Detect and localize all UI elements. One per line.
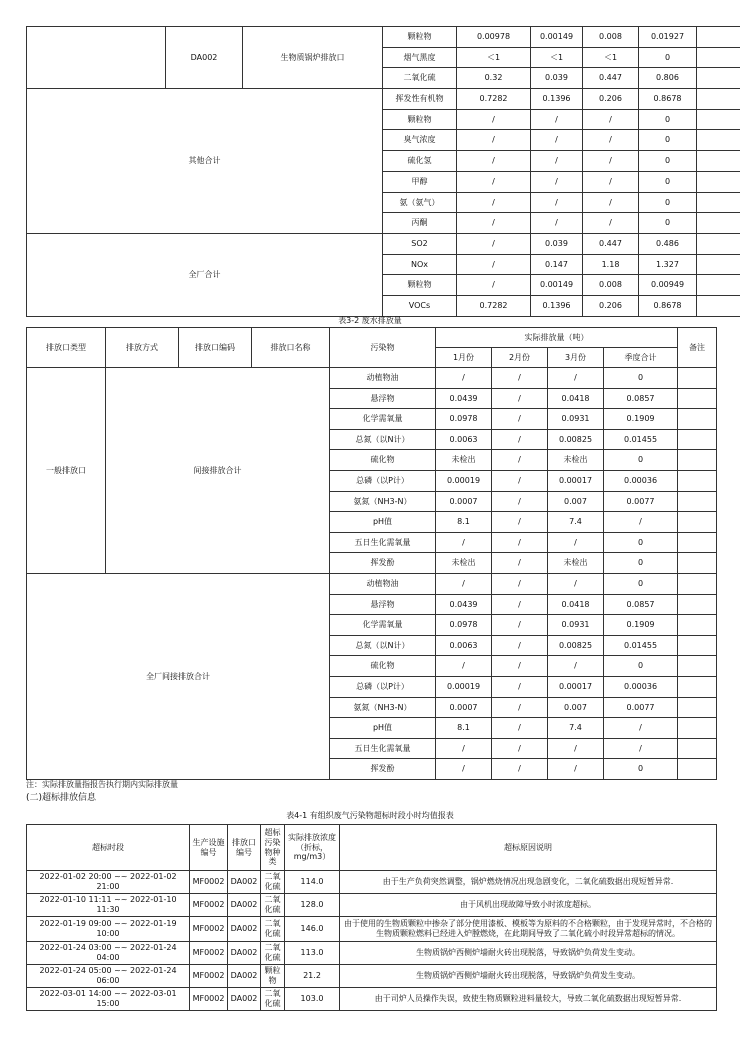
pollutant-cell: 硫化物	[330, 656, 436, 677]
quarter-total-cell: 0	[604, 759, 678, 780]
month1-cell: /	[457, 254, 531, 275]
quarter-total-cell: 0.8678	[639, 295, 697, 316]
month1-cell: 0.0063	[436, 429, 492, 450]
month1-cell: 0.0978	[436, 615, 492, 636]
plant-indirect-total-label: 全厂间接排放合计	[27, 573, 330, 779]
pollutant-cell: 挥发酚	[330, 553, 436, 574]
month3-cell: 1.18	[583, 254, 639, 275]
header-period: 超标时段	[27, 825, 190, 871]
month2-cell: 0.147	[531, 254, 583, 275]
pollutant-cell: 动植物油	[330, 368, 436, 389]
month2-cell: /	[492, 594, 548, 615]
quarter-total-cell: 0	[604, 450, 678, 471]
empty-cell	[678, 656, 717, 677]
month2-cell: /	[531, 192, 583, 213]
month3-cell: /	[548, 573, 604, 594]
concentration-cell: 103.0	[285, 988, 340, 1011]
quarter-total-cell: 0.01927	[639, 27, 697, 48]
quarter-total-cell: 0.0857	[604, 594, 678, 615]
pollutant-cell: 丙酮	[383, 213, 457, 234]
empty-cell	[697, 213, 740, 234]
pollutant-cell: 悬浮物	[330, 594, 436, 615]
pollutant-cell: 挥发性有机物	[383, 89, 457, 110]
pollutant-cell: 总磷（以P计）	[330, 470, 436, 491]
table-row	[27, 89, 740, 110]
month2-cell: 0.039	[531, 68, 583, 89]
pollutant-type-cell: 二氧化硫	[261, 988, 285, 1011]
air-emission-table	[26, 26, 740, 317]
plant-total-label: 全厂合计	[27, 233, 383, 316]
month1-cell: 0.7282	[457, 89, 531, 110]
empty-cell	[27, 27, 166, 89]
month1-cell: /	[436, 368, 492, 389]
month2-cell: /	[492, 738, 548, 759]
concentration-cell: 114.0	[285, 871, 340, 894]
outlet-cell: DA002	[228, 942, 261, 965]
table-row	[27, 871, 717, 894]
empty-cell	[678, 470, 717, 491]
month3-cell: 7.4	[548, 718, 604, 739]
month3-cell: 0.206	[583, 295, 639, 316]
pollutant-cell: 颗粒物	[383, 275, 457, 296]
month2-cell: /	[492, 512, 548, 533]
header-remark: 备注	[678, 328, 717, 368]
reason-cell: 由于使用的生物质颗粒中掺杂了部分使用漆板、模板等为原料的不合格颗粒，由于发现异常时，不合格的生物质颗粒燃料已经进入炉膛燃烧，在此期间导致了二氧化硫小时段异常超标的情况。	[340, 917, 717, 942]
concentration-cell: 128.0	[285, 894, 340, 917]
concentration-cell: 113.0	[285, 942, 340, 965]
empty-cell	[678, 409, 717, 430]
month1-cell: 0.0978	[436, 409, 492, 430]
outlet-name: 生物质锅炉排放口	[243, 27, 383, 89]
pollutant-cell: 二氧化硫	[383, 68, 457, 89]
quarter-total-cell: 0	[639, 47, 697, 68]
quarter-total-cell: 0	[639, 171, 697, 192]
reason-cell: 由于司炉人员操作失误，致使生物质颗粒进料量较大，导致二氧化硫数据出现短暂异常.	[340, 988, 717, 1011]
month3-cell: /	[548, 738, 604, 759]
month3-cell: ＜1	[583, 47, 639, 68]
month3-cell: 未检出	[548, 450, 604, 471]
month2-cell: /	[492, 553, 548, 574]
month2-cell: /	[531, 171, 583, 192]
outlet-cell: DA002	[228, 965, 261, 988]
month3-cell: 0.0418	[548, 388, 604, 409]
month1-cell: /	[457, 213, 531, 234]
empty-cell	[678, 553, 717, 574]
quarter-total-cell: /	[604, 512, 678, 533]
month3-cell: /	[548, 656, 604, 677]
month3-cell: 0.00825	[548, 429, 604, 450]
table-3-2-note: 注：实际排放量指报告执行期内实际排放量	[26, 780, 178, 789]
month3-cell: /	[583, 213, 639, 234]
other-total-label: 其他合计	[27, 89, 383, 234]
pollutant-type-cell: 二氧化硫	[261, 894, 285, 917]
quarter-total-cell: 0	[604, 573, 678, 594]
quarter-total-cell: 0.00036	[604, 470, 678, 491]
reason-cell: 生物质锅炉西侧炉墙耐火砖出现脱落，导致锅炉负荷发生变动。	[340, 942, 717, 965]
month2-cell: /	[492, 450, 548, 471]
month2-cell: /	[492, 532, 548, 553]
month3-cell: 0.206	[583, 89, 639, 110]
quarter-total-cell: 0	[604, 553, 678, 574]
table-row	[27, 27, 740, 48]
month2-cell: /	[531, 213, 583, 234]
empty-cell	[697, 233, 740, 254]
facility-cell: MF0002	[190, 988, 228, 1011]
empty-cell	[697, 109, 740, 130]
month3-cell: 0.008	[583, 27, 639, 48]
empty-cell	[678, 615, 717, 636]
month1-cell: 0.32	[457, 68, 531, 89]
pollutant-type-cell: 颗粒物	[261, 965, 285, 988]
month1-cell: /	[436, 738, 492, 759]
empty-cell	[697, 151, 740, 172]
pollutant-cell: 总氮（以N计）	[330, 635, 436, 656]
outlet-cell: DA002	[228, 917, 261, 942]
pollutant-cell: 甲醇	[383, 171, 457, 192]
month1-cell: 未检出	[436, 450, 492, 471]
pollutant-cell: 总磷（以P计）	[330, 676, 436, 697]
empty-cell	[697, 68, 740, 89]
table-3-2-caption: 表3-2 废水排放量	[338, 316, 402, 325]
month1-cell: 8.1	[436, 718, 492, 739]
period-cell: 2022-01-02 20:00 ~~ 2022-01-02 21:00	[27, 871, 190, 894]
pollutant-cell: 总氮（以N计）	[330, 429, 436, 450]
month3-cell: 0.007	[548, 697, 604, 718]
month2-cell: /	[492, 368, 548, 389]
month1-cell: /	[436, 759, 492, 780]
pollutant-cell: 挥发酚	[330, 759, 436, 780]
month1-cell: 0.0007	[436, 491, 492, 512]
header-method: 排放方式	[106, 328, 179, 368]
month1-cell: /	[457, 171, 531, 192]
pollutant-cell: 臭气浓度	[383, 130, 457, 151]
pollutant-cell: 颗粒物	[383, 27, 457, 48]
reason-cell: 由于风机出现故障导致小时浓度超标。	[340, 894, 717, 917]
month3-cell: 0.00825	[548, 635, 604, 656]
month3-cell: 0.00017	[548, 470, 604, 491]
month2-cell: /	[492, 656, 548, 677]
month1-cell: 0.0063	[436, 635, 492, 656]
month1-cell: /	[436, 656, 492, 677]
month2-cell: ＜1	[531, 47, 583, 68]
month2-cell: 0.039	[531, 233, 583, 254]
month2-cell: /	[492, 615, 548, 636]
header-month-3: 3月份	[548, 348, 604, 368]
pollutant-cell: VOCs	[383, 295, 457, 316]
empty-cell	[697, 295, 740, 316]
quarter-total-cell: 0	[604, 532, 678, 553]
pollutant-cell: NOx	[383, 254, 457, 275]
month3-cell: 7.4	[548, 512, 604, 533]
pollutant-cell: 硫化物	[330, 450, 436, 471]
quarter-total-cell: 0.0077	[604, 697, 678, 718]
header-month-1: 1月份	[436, 348, 492, 368]
facility-cell: MF0002	[190, 894, 228, 917]
header-quarter-total: 季度合计	[604, 348, 678, 368]
table-row	[27, 233, 740, 254]
month1-cell: 0.00019	[436, 470, 492, 491]
pollutant-type-cell: 二氧化硫	[261, 871, 285, 894]
month2-cell: 0.1396	[531, 89, 583, 110]
pollutant-cell: 五日生化需氧量	[330, 738, 436, 759]
table-row	[27, 942, 717, 965]
outlet-cell: DA002	[228, 988, 261, 1011]
period-cell: 2022-01-24 03:00 ~~ 2022-01-24 04:00	[27, 942, 190, 965]
pollutant-cell: 化学需氧量	[330, 615, 436, 636]
month1-cell: 未检出	[436, 553, 492, 574]
empty-cell	[697, 130, 740, 151]
month2-cell: /	[492, 409, 548, 430]
concentration-cell: 146.0	[285, 917, 340, 942]
header-outlet: 排放口编号	[228, 825, 261, 871]
empty-cell	[697, 47, 740, 68]
table-row	[27, 894, 717, 917]
month3-cell: 0.00017	[548, 676, 604, 697]
quarter-total-cell: 0.806	[639, 68, 697, 89]
pollutant-cell: 悬浮物	[330, 388, 436, 409]
empty-cell	[678, 512, 717, 533]
header-reason: 超标原因说明	[340, 825, 717, 871]
quarter-total-cell: 0	[639, 109, 697, 130]
month3-cell: 0.447	[583, 233, 639, 254]
table-row	[27, 965, 717, 988]
month2-cell: 0.1396	[531, 295, 583, 316]
empty-cell	[678, 573, 717, 594]
period-cell: 2022-01-24 05:00 ~~ 2022-01-24 06:00	[27, 965, 190, 988]
month3-cell: 0.447	[583, 68, 639, 89]
header-concentration: 实际排放浓度（折标，mg/m3）	[285, 825, 340, 871]
pollutant-cell: 动植物油	[330, 573, 436, 594]
month2-cell: 0.00149	[531, 275, 583, 296]
quarter-total-cell: 0.01455	[604, 635, 678, 656]
quarter-total-cell: 0.0077	[604, 491, 678, 512]
quarter-total-cell: 0.486	[639, 233, 697, 254]
month1-cell: 0.0007	[436, 697, 492, 718]
month1-cell: 0.00978	[457, 27, 531, 48]
section-title: (二)超标排放信息	[26, 793, 97, 803]
quarter-total-cell: 1.327	[639, 254, 697, 275]
empty-cell	[697, 27, 740, 48]
header-month-2: 2月份	[492, 348, 548, 368]
empty-cell	[678, 450, 717, 471]
header-name: 排放口名称	[252, 328, 330, 368]
month3-cell: 0.0931	[548, 409, 604, 430]
pollutant-cell: pH值	[330, 718, 436, 739]
empty-cell	[678, 738, 717, 759]
quarter-total-cell: 0.00949	[639, 275, 697, 296]
month1-cell: /	[457, 192, 531, 213]
month1-cell: ＜1	[457, 47, 531, 68]
pollutant-cell: 五日生化需氧量	[330, 532, 436, 553]
quarter-total-cell: 0	[639, 213, 697, 234]
facility-cell: MF0002	[190, 942, 228, 965]
month3-cell: /	[583, 192, 639, 213]
month2-cell: /	[492, 388, 548, 409]
month3-cell: /	[583, 151, 639, 172]
month3-cell: 0.008	[583, 275, 639, 296]
pollutant-cell: pH值	[330, 512, 436, 533]
header-facility: 生产设施编号	[190, 825, 228, 871]
month3-cell: /	[583, 171, 639, 192]
month1-cell: /	[457, 233, 531, 254]
month2-cell: /	[531, 151, 583, 172]
pollutant-cell: 颗粒物	[383, 109, 457, 130]
month2-cell: /	[531, 130, 583, 151]
table-row	[27, 573, 717, 594]
month1-cell: /	[457, 130, 531, 151]
facility-cell: MF0002	[190, 965, 228, 988]
empty-cell	[678, 429, 717, 450]
header-code: 排放口编码	[179, 328, 252, 368]
empty-cell	[697, 275, 740, 296]
indirect-total-label: 间接排放合计	[106, 368, 330, 574]
wastewater-emission-table	[26, 327, 717, 780]
month1-cell: 0.0439	[436, 594, 492, 615]
facility-cell: MF0002	[190, 917, 228, 942]
table-4-1-caption: 表4-1 有组织废气污染物超标时段小时均值报表	[286, 811, 454, 820]
quarter-total-cell: 0.1909	[604, 615, 678, 636]
month2-cell: /	[492, 429, 548, 450]
month3-cell: /	[548, 532, 604, 553]
pollutant-cell: 硫化氢	[383, 151, 457, 172]
quarter-total-cell: 0.01455	[604, 429, 678, 450]
month1-cell: /	[436, 573, 492, 594]
pollutant-type-cell: 二氧化硫	[261, 917, 285, 942]
reason-cell: 生物质锅炉西侧炉墙耐火砖出现脱落，导致锅炉负荷发生变动。	[340, 965, 717, 988]
outlet-code: DA002	[166, 27, 243, 89]
month1-cell: /	[457, 275, 531, 296]
month1-cell: /	[457, 151, 531, 172]
month2-cell: /	[492, 676, 548, 697]
month2-cell: /	[492, 697, 548, 718]
month2-cell: /	[492, 470, 548, 491]
table-row	[27, 368, 717, 389]
period-cell: 2022-01-19 09:00 ~~ 2022-01-19 10:00	[27, 917, 190, 942]
quarter-total-cell: 0.1909	[604, 409, 678, 430]
quarter-total-cell: 0.8678	[639, 89, 697, 110]
empty-cell	[678, 718, 717, 739]
outlet-cell: DA002	[228, 871, 261, 894]
month1-cell: /	[457, 109, 531, 130]
empty-cell	[697, 254, 740, 275]
month3-cell: 未检出	[548, 553, 604, 574]
empty-cell	[678, 759, 717, 780]
table-row	[27, 988, 717, 1011]
pollutant-cell: SO2	[383, 233, 457, 254]
period-cell: 2022-01-10 11:11 ~~ 2022-01-10 11:30	[27, 894, 190, 917]
month3-cell: /	[583, 109, 639, 130]
header-outlet-type: 排放口类型	[27, 328, 106, 368]
pollutant-cell: 氨（氨气）	[383, 192, 457, 213]
header-actual-emission: 实际排放量（吨）	[436, 328, 678, 348]
empty-cell	[678, 594, 717, 615]
empty-cell	[678, 676, 717, 697]
month1-cell: 0.7282	[457, 295, 531, 316]
empty-cell	[697, 89, 740, 110]
quarter-total-cell: 0.0857	[604, 388, 678, 409]
month2-cell: /	[492, 759, 548, 780]
month2-cell: /	[492, 718, 548, 739]
empty-cell	[697, 171, 740, 192]
empty-cell	[678, 532, 717, 553]
empty-cell	[697, 192, 740, 213]
month2-cell: /	[492, 573, 548, 594]
empty-cell	[678, 491, 717, 512]
pollutant-cell: 氨氮（NH3-N）	[330, 697, 436, 718]
table-row	[27, 917, 717, 942]
month2-cell: /	[531, 109, 583, 130]
month2-cell: /	[492, 635, 548, 656]
header-pollutant: 污染物	[330, 328, 436, 368]
header-pollutant-type: 超标污染物种类	[261, 825, 285, 871]
pollutant-cell: 氨氮（NH3-N）	[330, 491, 436, 512]
month3-cell: /	[548, 759, 604, 780]
pollutant-cell: 化学需氧量	[330, 409, 436, 430]
quarter-total-cell: /	[604, 718, 678, 739]
empty-cell	[678, 697, 717, 718]
month3-cell: 0.007	[548, 491, 604, 512]
month3-cell: /	[548, 368, 604, 389]
period-cell: 2022-03-01 14:00 ~~ 2022-03-01 15:00	[27, 988, 190, 1011]
outlet-type-general: 一般排放口	[27, 368, 106, 574]
month1-cell: 0.00019	[436, 676, 492, 697]
month2-cell: 0.00149	[531, 27, 583, 48]
month3-cell: /	[583, 130, 639, 151]
month1-cell: /	[436, 532, 492, 553]
facility-cell: MF0002	[190, 871, 228, 894]
month1-cell: 8.1	[436, 512, 492, 533]
month2-cell: /	[492, 491, 548, 512]
quarter-total-cell: 0	[639, 130, 697, 151]
concentration-cell: 21.2	[285, 965, 340, 988]
pollutant-type-cell: 二氧化硫	[261, 942, 285, 965]
quarter-total-cell: 0	[604, 368, 678, 389]
outlet-cell: DA002	[228, 894, 261, 917]
month3-cell: 0.0418	[548, 594, 604, 615]
quarter-total-cell: 0.00036	[604, 676, 678, 697]
month1-cell: 0.0439	[436, 388, 492, 409]
quarter-total-cell: /	[604, 738, 678, 759]
empty-cell	[678, 368, 717, 389]
empty-cell	[678, 388, 717, 409]
exceedance-table	[26, 824, 717, 1011]
empty-cell	[678, 635, 717, 656]
pollutant-cell: 烟气黑度	[383, 47, 457, 68]
quarter-total-cell: 0	[639, 192, 697, 213]
reason-cell: 由于生产负荷突然调整，锅炉燃烧情况出现急剧变化，二氧化硫数据出现短暂异常.	[340, 871, 717, 894]
month3-cell: 0.0931	[548, 615, 604, 636]
quarter-total-cell: 0	[639, 151, 697, 172]
quarter-total-cell: 0	[604, 656, 678, 677]
